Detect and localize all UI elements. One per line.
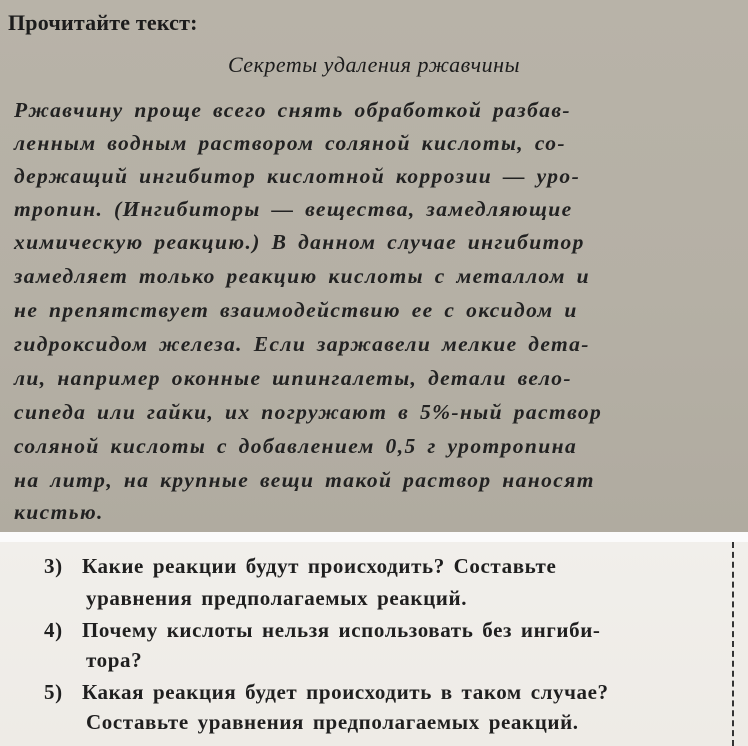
question-number: 5)	[44, 680, 63, 704]
question-4-line-1	[44, 618, 601, 643]
article-title: Секреты удаления ржавчины	[227, 52, 520, 77]
text-line: ли, например оконные шпингалеты, детали вело-	[14, 366, 572, 390]
text-line: на литр, на крупные вещи такой раствор наносят	[14, 468, 595, 492]
question-5-line-1	[44, 680, 609, 705]
text-line: не препятствует взаимодействию ее с оксидом и	[14, 298, 578, 322]
question-text: Почему кислоты нельзя использовать без ингиби-	[82, 618, 601, 642]
question-4-line-2: тора?	[86, 648, 143, 672]
question-text: Какие реакции будут происходить? Составьте	[82, 554, 557, 578]
text-line: держащий ингибитор кислотной коррозии — уро-	[14, 164, 581, 188]
text-line: соляной кислоты с добавлением 0,5 г уротропина	[14, 434, 578, 458]
text-line: замедляет только реакцию кислоты с металлом и	[14, 264, 590, 288]
instruction-heading: Прочитайте текст:	[8, 10, 198, 35]
text-line: гидроксидом железа. Если заржавели мелкие дета-	[14, 332, 590, 356]
text-line: сипеда или гайки, их погружают в 5%-ный раствор	[14, 400, 603, 424]
text-line: Ржавчину проще всего снять обработкой разбав-	[14, 98, 571, 122]
question-5-line-2: Составьте уравнения предполагаемых реакций.	[86, 710, 579, 734]
photo-separator	[0, 532, 748, 542]
textbook-page-bottom	[0, 542, 748, 746]
question-3-line-1	[44, 554, 556, 579]
text-line: химическую реакцию.) В данном случае ингибитор	[14, 230, 585, 254]
question-number: 3)	[44, 554, 63, 578]
question-3-line-2: уравнения предполагаемых реакций.	[86, 586, 468, 610]
text-line: тропин. (Ингибиторы — вещества, замедляющие	[14, 197, 573, 221]
dashed-border	[732, 542, 734, 746]
text-line: кистью.	[14, 500, 104, 524]
question-number: 4)	[44, 618, 63, 642]
question-text: Какая реакция будет происходить в таком случае?	[82, 680, 609, 704]
text-line: ленным водным раствором соляной кислоты, со-	[14, 131, 566, 155]
